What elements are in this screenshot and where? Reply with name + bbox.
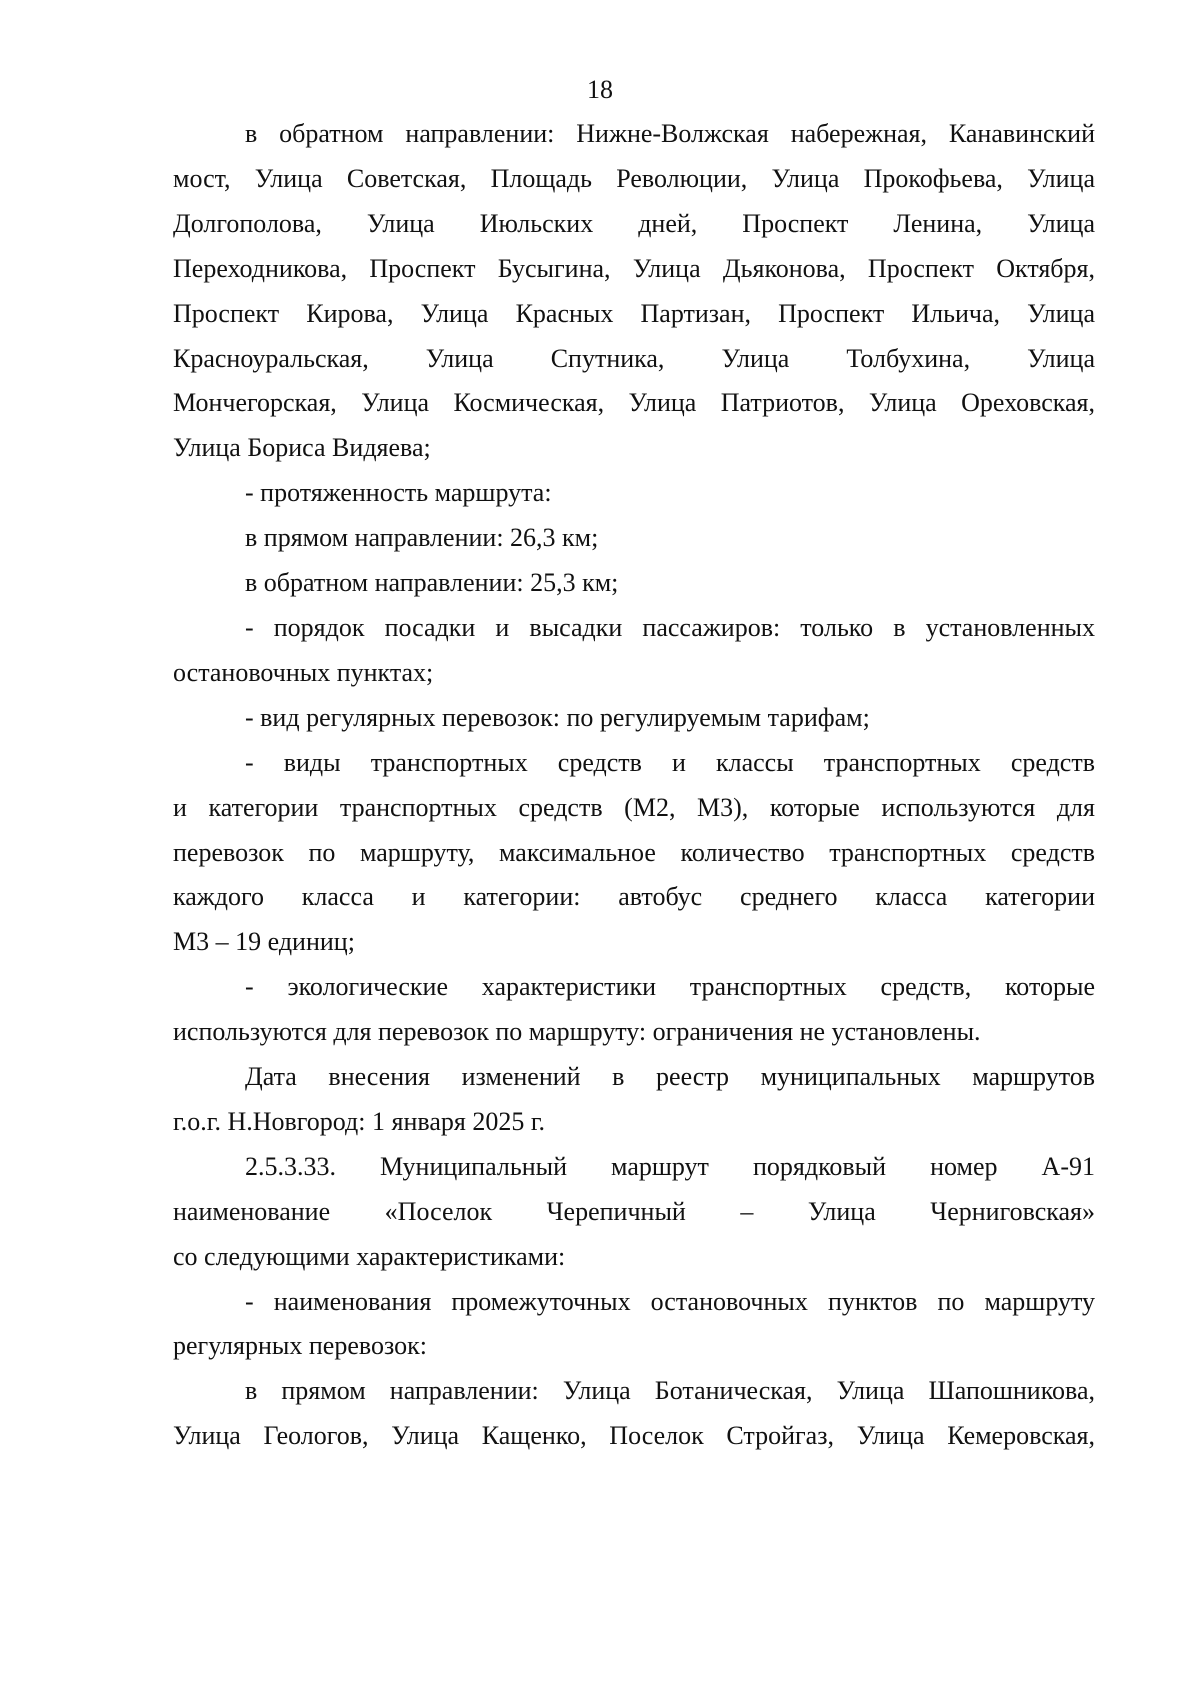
- text-line: в прямом направлении: Улица Ботаническая, Улица Шапошникова,: [245, 1376, 1095, 1406]
- text-line: в обратном направлении: 25,3 км;: [245, 568, 619, 598]
- text-line: - наименования промежуточных остановочных пунктов по маршруту: [245, 1286, 1095, 1316]
- text-line: в прямом направлении: 26,3 км;: [245, 523, 599, 553]
- text-line: Мончегорская, Улица Космическая, Улица Патриотов, Улица Ореховская,: [173, 388, 1095, 418]
- text-line: Долгополова, Улица Июльских дней, Проспект Ленина, Улица: [173, 208, 1095, 238]
- text-line: - порядок посадки и высадки пассажиров: только в установленных: [245, 612, 1095, 642]
- text-line: Улица Бориса Видяева;: [173, 433, 431, 463]
- text-line: используются для перевозок по маршруту: ограничения не установлены.: [173, 1017, 981, 1047]
- text-line: и категории транспортных средств (М2, М3), которые используются для: [173, 792, 1095, 822]
- text-line: перевозок по маршруту, максимальное количество транспортных средств: [173, 837, 1095, 867]
- text-line: - протяженность маршрута:: [245, 478, 552, 508]
- text-line: г.о.г. Н.Новгород: 1 января 2025 г.: [173, 1106, 546, 1136]
- text-line: мост, Улица Советская, Площадь Революции, Улица Прокофьева, Улица: [173, 163, 1095, 193]
- text-line: остановочных пунктах;: [173, 657, 434, 687]
- text-line: - экологические характеристики транспортных средств, которые: [245, 972, 1095, 1002]
- text-line: каждого класса и категории: автобус среднего класса категории: [173, 882, 1095, 912]
- text-line: Дата внесения изменений в реестр муниципальных маршрутов: [245, 1062, 1095, 1092]
- text-line: Переходникова, Проспект Бусыгина, Улица Дьяконова, Проспект Октября,: [173, 253, 1095, 283]
- text-line: со следующими характеристиками:: [173, 1241, 566, 1271]
- text-line: Проспект Кирова, Улица Красных Партизан, Проспект Ильича, Улица: [173, 298, 1095, 328]
- text-line: М3 – 19 единиц;: [173, 927, 355, 957]
- text-line: наименование «Поселок Черепичный – Улица Черниговская»: [173, 1196, 1095, 1226]
- text-line: - вид регулярных перевозок: по регулируемым тарифам;: [245, 702, 870, 732]
- text-line: - виды транспортных средств и классы транспортных средств: [245, 747, 1095, 777]
- text-line: Улица Геологов, Улица Кащенко, Поселок Стройгаз, Улица Кемеровская,: [173, 1421, 1095, 1451]
- document-body: [173, 112, 1095, 1459]
- text-line: в обратном направлении: Нижне-Волжская набережная, Канавинский: [245, 119, 1095, 148]
- text-line: 2.5.3.33. Муниципальный маршрут порядковый номер А-91: [245, 1151, 1095, 1181]
- text-line: регулярных перевозок:: [173, 1331, 427, 1361]
- page-number: 18: [587, 75, 613, 104]
- text-line: Красноуральская, Улица Спутника, Улица Толбухина, Улица: [173, 343, 1095, 373]
